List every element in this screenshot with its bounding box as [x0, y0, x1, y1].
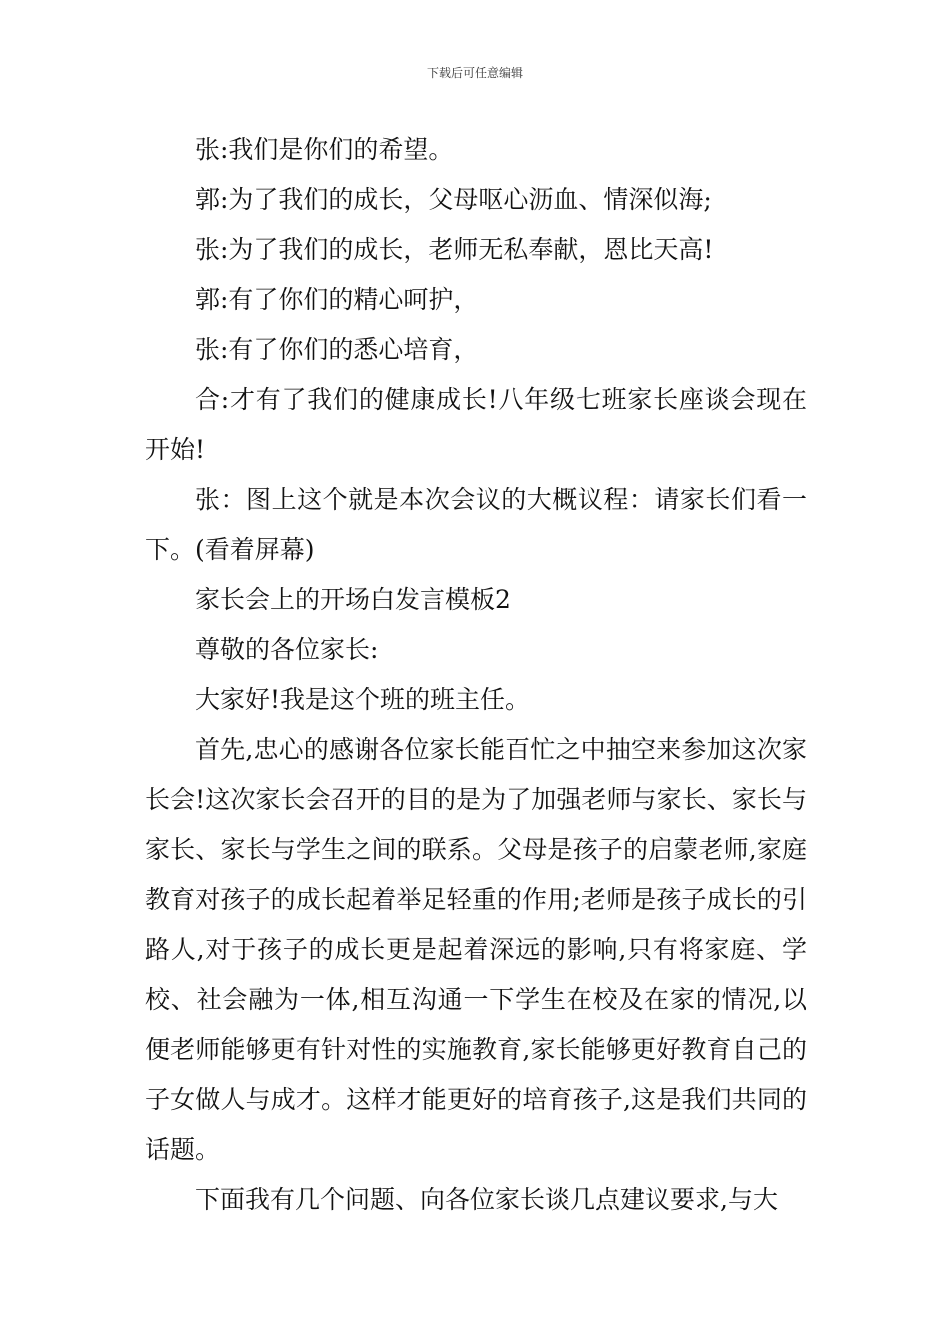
dialogue-line: 合:才有了我们的健康成长!八年级七班家长座谈会现在开始!	[145, 385, 807, 464]
body-paragraph: 首先,忠心的感谢各位家长能百忙之中抽空来参加这次家长会!这次家长会召开的目的是为了加强老师与家长、家长与家长、家长与学生之间的联系。父母是孩子的启蒙老师,家庭教育对孩子的成长起着举足轻重的作用;老师是孩子成长的引路人,对于孩子的成长更是起着深远的影响,只有将家庭、学校、社会融为一体,相互沟通一下学生在校及在家的情况,以便老师能够更有针对性的实施教育,家长能够更好教育自己的子女做人与成才。这样才能更好的培育孩子,这是我们共同的话题。	[145, 735, 807, 1164]
dialogue-line: 张:为了我们的成长，老师无私奉献，恩比天高!	[195, 235, 714, 264]
body-paragraph: 下面我有几个问题、向各位家长谈几点建议要求,与大	[195, 1185, 778, 1214]
greeting: 大家好!我是这个班的班主任。	[195, 685, 531, 714]
dialogue-line: 张:我们是你们的希望。	[195, 135, 454, 164]
dialogue-line: 郭:为了我们的成长，父母呕心沥血、情深似海;	[195, 185, 712, 214]
dialogue-line: 张：图上这个就是本次会议的大概议程：请家长们看一下。(看着屏幕)	[145, 485, 807, 564]
section-title: 家长会上的开场白发言模板2	[195, 585, 511, 614]
dialogue-line: 张:有了你们的悉心培育，	[195, 335, 479, 364]
page-header: 下载后可任意编辑	[426, 66, 523, 80]
dialogue-line: 郭:有了你们的精心呵护，	[195, 285, 479, 314]
document-body	[145, 125, 807, 1225]
salutation: 尊敬的各位家长:	[195, 635, 379, 664]
